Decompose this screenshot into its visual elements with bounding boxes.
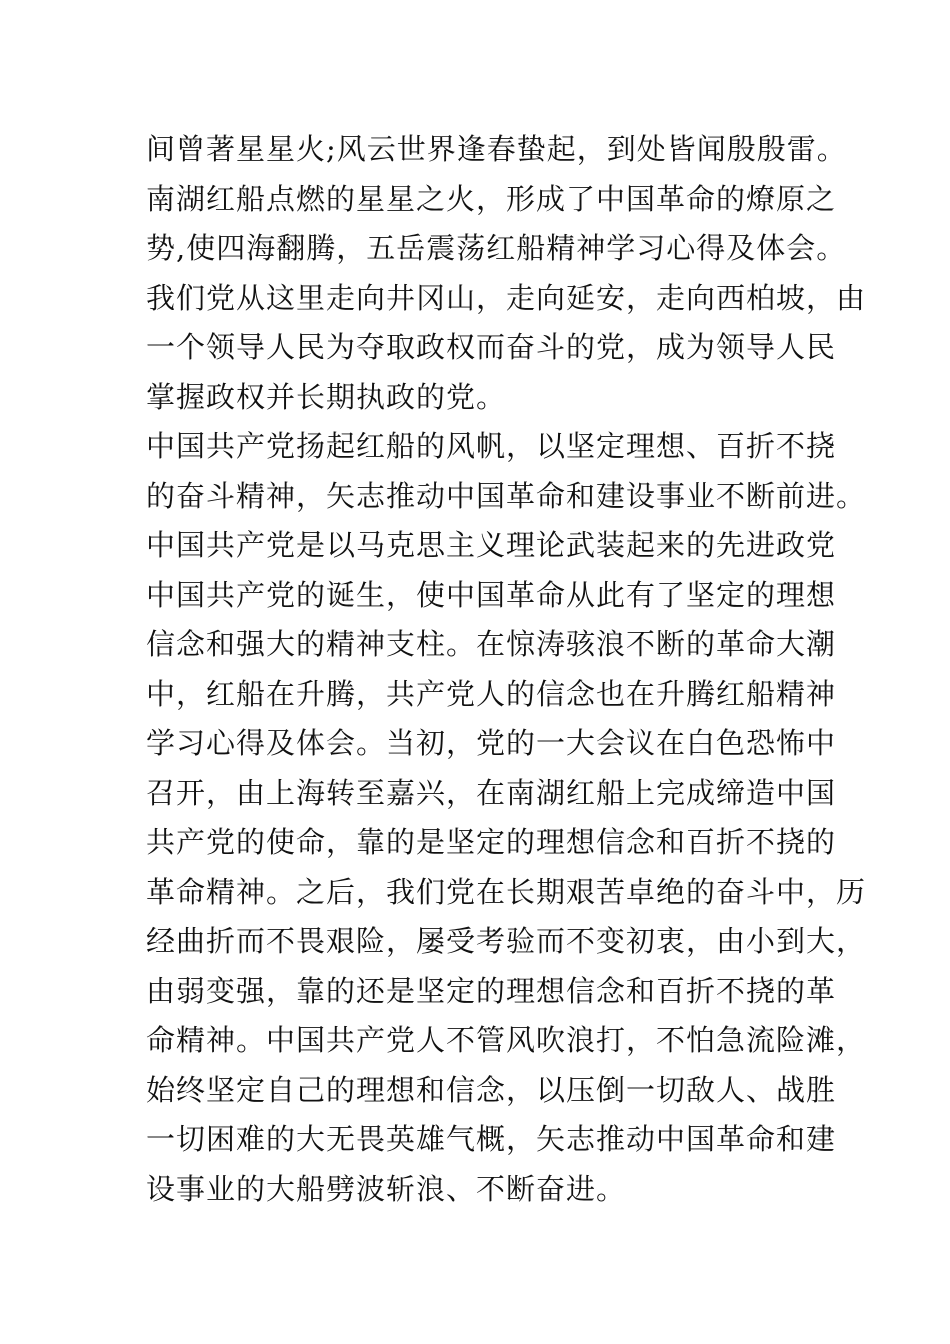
text-line: 中国共产党的诞生，使中国革命从此有了坚定的理想: [146, 577, 837, 612]
text-line: 设事业的大船劈波斩浪、不断奋进。: [146, 1171, 627, 1206]
text-line: 掌握政权并长期执政的党。: [146, 379, 507, 414]
text-line: 南湖红船点燃的星星之火，形成了中国革命的燎原之: [146, 181, 837, 216]
text-line: 的奋斗精神，矢志推动中国革命和建设事业不断前进。: [146, 478, 867, 513]
text-line: 召开，由上海转至嘉兴，在南湖红船上完成缔造中国: [146, 775, 837, 810]
text-line: 间曾著星星火;风云世界逢春蛰起，到处皆闻殷殷雷。: [146, 132, 847, 166]
text-line: 由弱变强，靠的还是坚定的理想信念和百折不挠的革: [146, 973, 837, 1008]
text-line: 中，红船在升腾，共产党人的信念也在升腾红船精神: [146, 676, 837, 711]
text-line: 势,使四海翻腾，五岳震荡红船精神学习心得及体会。: [146, 231, 847, 265]
text-line: 我们党从这里走向井冈山，走向延安，走向西柏坡，由: [146, 280, 867, 315]
text-line: 始终坚定自己的理想和信念，以压倒一切敌人、战胜: [146, 1072, 837, 1107]
text-line: 一切困难的大无畏英雄气概，矢志推动中国革命和建: [146, 1122, 837, 1156]
text-line: 命精神。中国共产党人不管风吹浪打，不怕急流险滩，: [146, 1023, 867, 1057]
text-line: 革命精神。之后，我们党在长期艰苦卓绝的奋斗中，历: [146, 874, 867, 909]
text-line: 学习心得及体会。当初，党的一大会议在白色恐怖中: [146, 726, 837, 760]
text-line: 共产党的使命，靠的是坚定的理想信念和百折不挠的: [146, 825, 837, 859]
text-line: 中国共产党是以马克思主义理论武装起来的先进政党: [146, 528, 837, 562]
text-line: 信念和强大的精神支柱。在惊涛骇浪不断的革命大潮: [146, 627, 837, 661]
text-line: 中国共产党扬起红船的风帆，以坚定理想、百折不挠: [146, 429, 837, 463]
text-line: 一个领导人民为夺取政权而奋斗的党，成为领导人民: [146, 330, 837, 364]
body-text: [146, 125, 867, 1214]
text-line: 经曲折而不畏艰险，屡受考验而不变初衷，由小到大，: [146, 924, 867, 958]
